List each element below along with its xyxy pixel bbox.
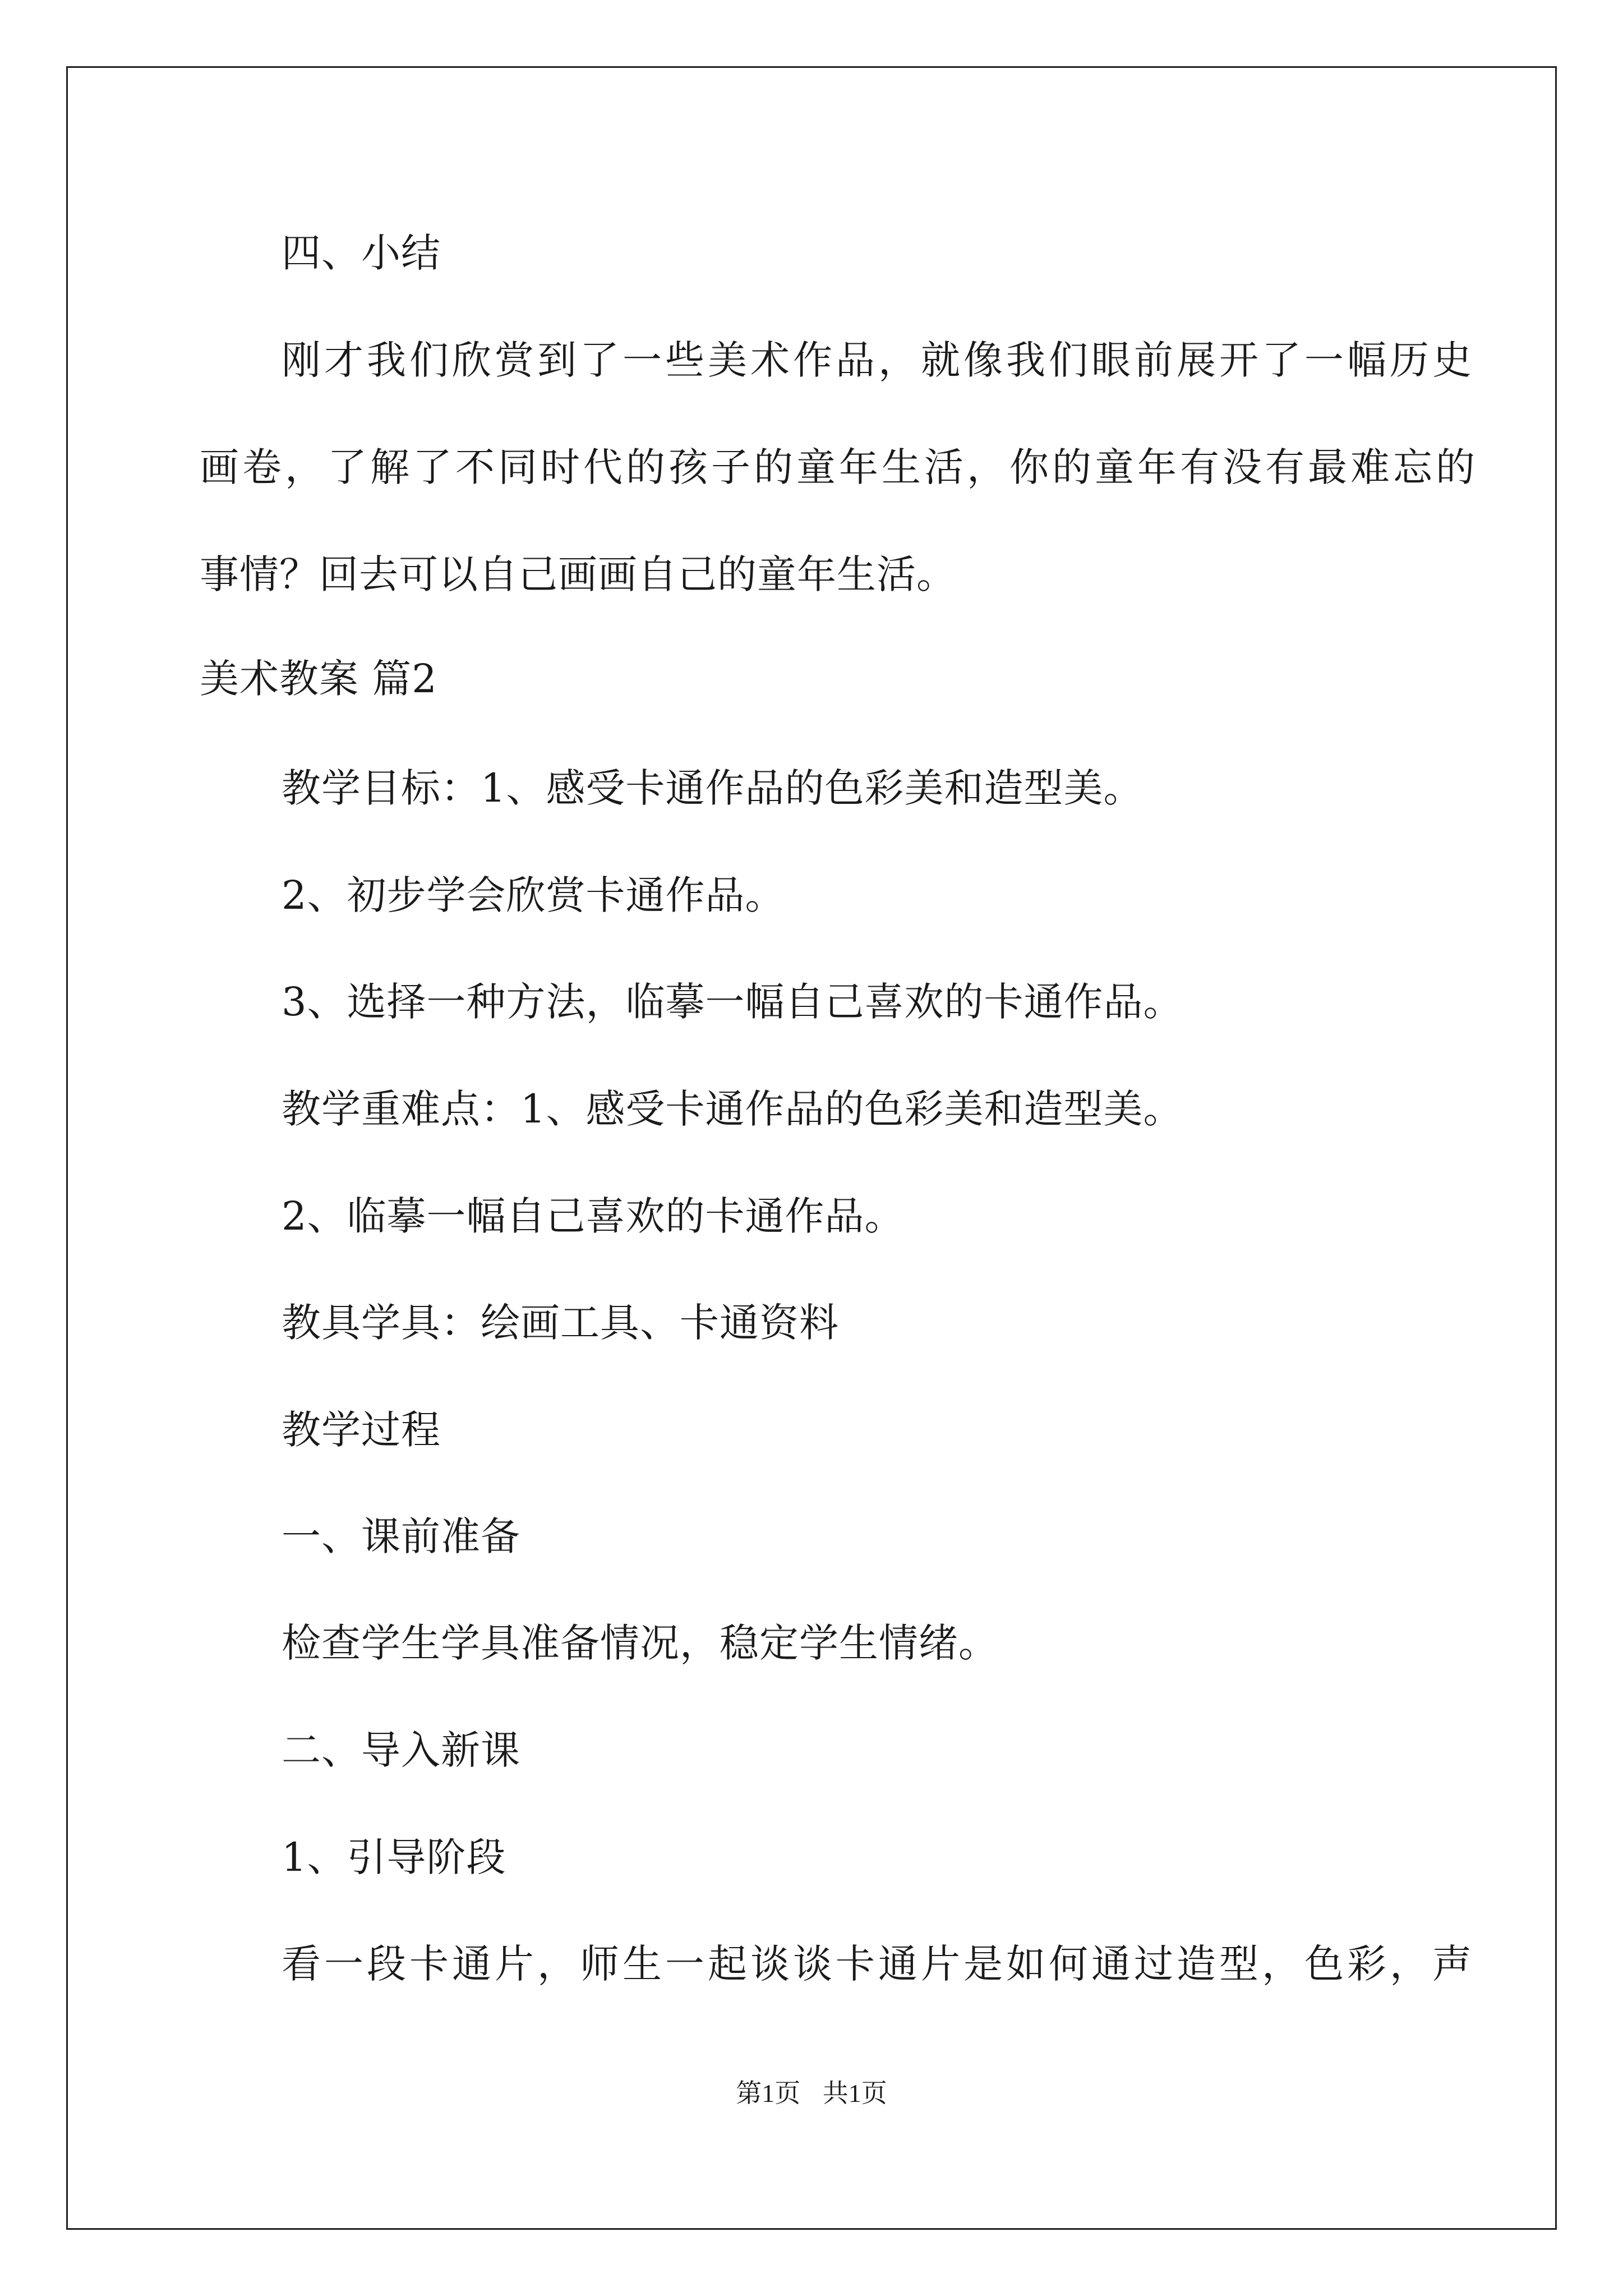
paragraph-line: 教学目标：1、感受卡通作品的色彩美和造型美。 xyxy=(282,765,1144,811)
paragraph-line: 2、临摹一幅自己喜欢的卡通作品。 xyxy=(282,1193,905,1239)
paragraph-line: 事情？回去可以自己画画自己的童年生活。 xyxy=(200,551,956,597)
paragraph-line: 刚才我们欣赏到了一些美术作品，就像我们眼前展开了一幅历史 xyxy=(282,337,1475,383)
paragraph-line: 检查学生学具准备情况，稳定学生情绪。 xyxy=(282,1620,998,1666)
page-total: 共1页 xyxy=(822,2079,887,2108)
paragraph-line: 3、选择一种方法，临摹一幅自己喜欢的卡通作品。 xyxy=(282,979,1183,1025)
page-number: 第1页 xyxy=(736,2079,801,2108)
paragraph-line: 画卷，了解了不同时代的孩子的童年生活，你的童年有没有最难忘的 xyxy=(200,444,1478,490)
page-footer xyxy=(0,2076,1623,2111)
paragraph-line: 教具学具：绘画工具、卡通资料 xyxy=(282,1300,839,1346)
section-heading: 四、小结 xyxy=(282,230,441,276)
section-heading: 一、课前准备 xyxy=(282,1513,520,1559)
paragraph-line: 2、初步学会欣赏卡通作品。 xyxy=(282,872,785,918)
paragraph-line: 教学重难点：1、感受卡通作品的色彩美和造型美。 xyxy=(282,1086,1183,1132)
paragraph-line: 看一段卡通片，师生一起谈谈卡通片是如何通过造型，色彩，声 xyxy=(282,1941,1475,1987)
section-heading: 二、导入新课 xyxy=(282,1727,520,1773)
page-border xyxy=(66,66,1557,2230)
section-heading: 1、引导阶段 xyxy=(282,1834,506,1880)
section-heading: 教学过程 xyxy=(282,1407,441,1453)
lesson-title: 美术教案 篇2 xyxy=(200,656,437,702)
